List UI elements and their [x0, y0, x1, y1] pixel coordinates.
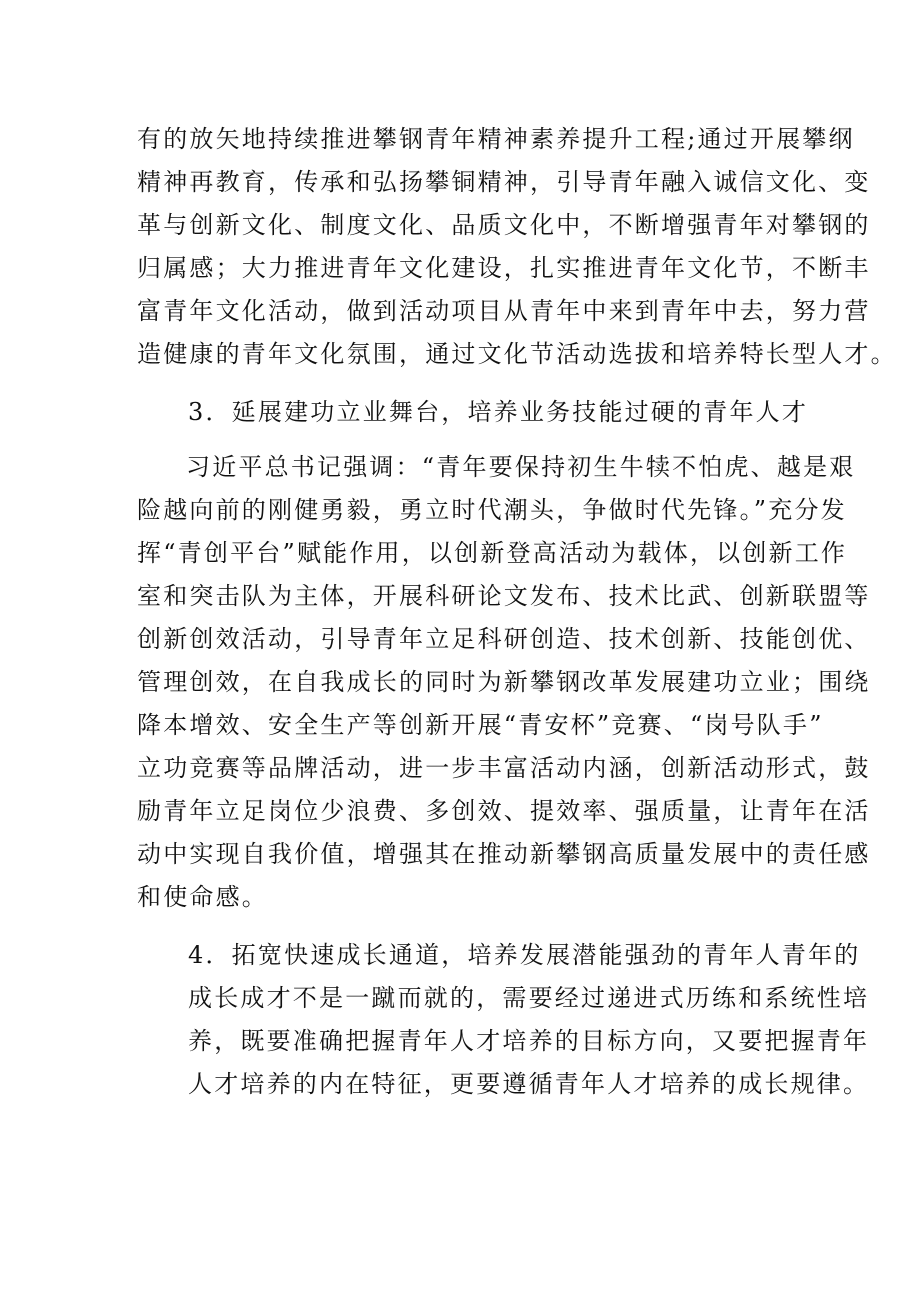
paragraph-1-line: 造健康的青年文化氛围，通过文化节活动选拔和培养特长型人才。: [137, 340, 897, 368]
paragraph-3-line: 养，既要准确把握青年人才培养的目标方向，又要把握青年: [188, 1027, 870, 1055]
paragraph-1-line: 富青年文化活动，做到活动项目从青年中来到青年中去，努力营: [137, 297, 871, 325]
paragraph-2-line: 习近平总书记强调：“青年要保持初生牛犊不怕虎、越是艰: [186, 453, 856, 481]
paragraph-3-line: 人才培养的内在特征，更要遵循青年人才培养的成长规律。: [188, 1070, 870, 1098]
paragraph-1-line: 有的放矢地持续推进攀钢青年精神素养提升工程;通过开展攀纲: [137, 125, 855, 153]
paragraph-1-line: 革与创新文化、制度文化、品质文化中，不断增强青年对攀钢的: [137, 211, 871, 239]
paragraph-2-line: 创新创效活动，引导青年立足科研创造、技术创新、技能创优、: [137, 625, 871, 653]
paragraph-2-line: 管理创效，在自我成长的同时为新攀钢改革发展建功立业；围绕: [137, 668, 871, 696]
paragraph-2-line: 动中实现自我价值，增强其在推动新攀钢高质量发展中的责任感: [137, 840, 871, 868]
paragraph-2-line: 挥“青创平台”赋能作用，以创新登高活动为载体，以创新工作: [137, 539, 848, 567]
paragraph-3-line: 成长成才不是一蹴而就的，需要经过递进式历练和系统性培: [188, 984, 870, 1012]
paragraph-1-line: 精神再教育，传承和弘扬攀铜精神，引导青年融入诚信文化、变: [137, 168, 871, 196]
paragraph-2-line: 室和突击队为主体，开展科研论文发布、技术比武、创新联盟等: [137, 582, 871, 610]
paragraph-2-line: 和使命感。: [137, 883, 268, 911]
paragraph-2-line: 降本增效、安全生产等创新开展“青安杯”竞赛、“岗号队手”: [137, 711, 824, 739]
paragraph-3-line: 4．拓宽快速成长通道，培养发展潜能强劲的青年人青年的: [188, 941, 861, 969]
section-heading-3: 3．延展建功立业舞台，培养业务技能过硬的青年人才: [188, 398, 809, 426]
paragraph-1-line: 归属感；大力推进青年文化建设，扎实推进青年文化节，不断丰: [137, 254, 871, 282]
paragraph-2-line: 立功竞赛等品牌活动，进一步丰富活动内涵，创新活动形式，鼓: [137, 754, 871, 782]
paragraph-2-line: 励青年立足岗位少浪费、多创效、提效率、强质量，让青年在活: [137, 797, 871, 825]
paragraph-2-line: 险越向前的刚健勇毅，勇立时代潮头，争做时代先锋。”充分发: [137, 496, 847, 524]
